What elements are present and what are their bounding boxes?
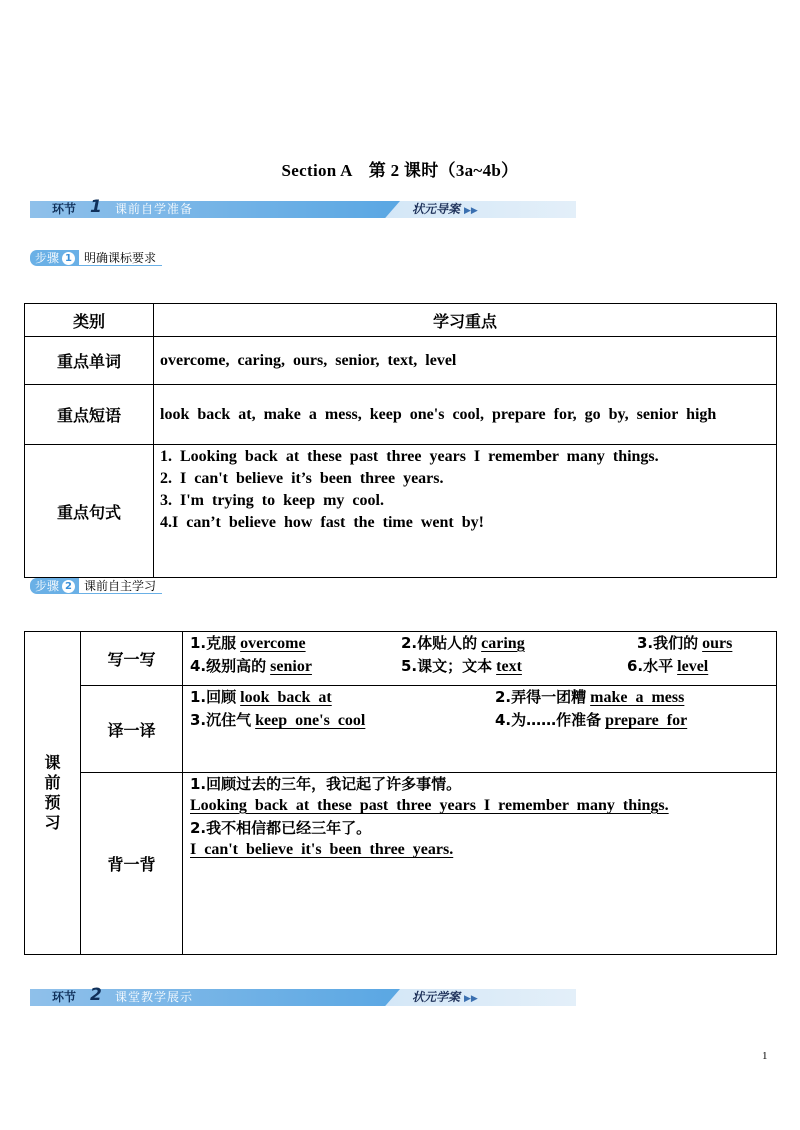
banner-number: 2	[90, 985, 102, 1005]
double-arrow-icon: ▶▶	[464, 994, 478, 1004]
preview-table	[24, 631, 777, 955]
row-category-phrases: 重点短语	[25, 385, 154, 445]
sentence-line: 4.I can’t believe how fast the time went by!	[160, 514, 484, 531]
label-write: 写一写	[81, 632, 183, 686]
key-words: overcome, caring, ours, senior, text, level	[160, 351, 457, 369]
banner-bar	[30, 201, 400, 218]
banner-right-label: 状元导案 ▶▶	[412, 202, 478, 216]
banner-bar	[30, 989, 400, 1006]
header-focus: 学习重点	[154, 304, 777, 337]
page-number: 1	[762, 1050, 768, 1062]
key-points-table	[24, 303, 777, 578]
step-pill: 步骤 2	[30, 578, 79, 594]
table-row	[25, 632, 777, 686]
header-category: 类别	[25, 304, 154, 337]
sentence-line: 2. I can't believe it’s been three years.	[160, 470, 444, 487]
answer: prepare for	[605, 712, 688, 729]
table-row	[25, 385, 777, 445]
write-cell: 1.克服 overcome 2.体贴人的 caring 3.我们的 ours 4.级别高的 senior 5.课文；文本 text 6.水平 level	[183, 632, 777, 686]
answer: look back at	[240, 689, 332, 706]
step-text: 明确课标要求	[79, 250, 162, 266]
step-text: 课前自主学习	[79, 578, 162, 594]
step-pill: 步骤 1	[30, 250, 79, 266]
key-sentences	[154, 445, 777, 578]
banner-name: 课堂教学展示	[115, 990, 194, 1004]
table-row	[25, 337, 777, 385]
sentence-line: 1. Looking back at these past three years I remember many things.	[160, 448, 659, 465]
step-number-badge: 2	[62, 580, 75, 593]
banner-number: 1	[90, 197, 102, 217]
key-phrases: look back at, make a mess, keep one's cool, prepare for, go by, senior high	[160, 405, 717, 423]
title-section: Section A	[281, 161, 353, 180]
step-label-1	[30, 250, 162, 266]
recite-cell: 1.回顾过去的三年，我记起了许多事情。 Looking back at these past three years I remember many things. 2.我不相信都已经三年了。 I can't believe it's been three years.	[183, 773, 777, 955]
banner-tag: 环节	[52, 202, 77, 216]
table-row	[25, 773, 777, 955]
section-banner-1	[30, 197, 576, 218]
answer: keep one's cool	[255, 712, 366, 729]
row-category-sentences: 重点句式	[25, 445, 154, 578]
banner-tag: 环节	[52, 990, 77, 1004]
row-category-words: 重点单词	[25, 337, 154, 385]
page-title	[0, 156, 800, 181]
answer: ours	[702, 635, 733, 652]
table-header-row	[25, 304, 777, 337]
answer: caring	[481, 635, 525, 652]
answer: level	[677, 658, 709, 675]
answer: Looking back at these past three years I remember many things.	[190, 797, 669, 814]
step-number-badge: 1	[62, 252, 75, 265]
label-recite: 背一背	[81, 773, 183, 955]
label-translate: 译一译	[81, 686, 183, 773]
banner-right-label: 状元学案 ▶▶	[412, 990, 478, 1004]
sentence-line: 3. I'm trying to keep my cool.	[160, 492, 384, 509]
section-banner-2	[30, 985, 576, 1006]
table-row	[25, 686, 777, 773]
table-row	[25, 445, 777, 578]
answer: senior	[270, 658, 312, 675]
double-arrow-icon: ▶▶	[464, 206, 478, 216]
translate-cell: 1.回顾 look back at 2.弄得一团糟 make a mess 3.沉住气 keep one's cool 4.为……作准备 prepare for	[183, 686, 777, 773]
step-label-2	[30, 578, 162, 594]
side-label: 课 前 预 习	[25, 632, 81, 955]
answer: overcome	[240, 635, 306, 652]
banner-name: 课前自学准备	[115, 202, 194, 216]
title-lesson: 第 2 课时（3a~4b）	[368, 161, 519, 180]
answer: I can't believe it's been three years.	[190, 841, 454, 858]
answer: make a mess	[590, 689, 685, 706]
answer: text	[496, 658, 522, 675]
